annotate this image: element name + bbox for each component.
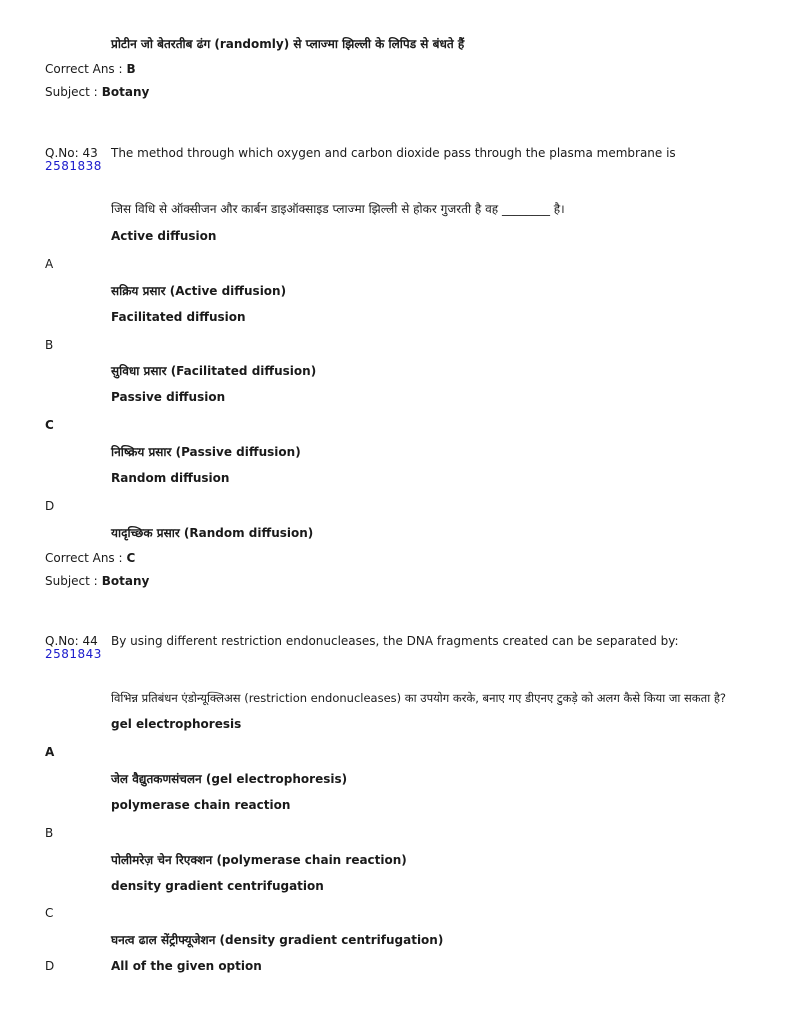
subject (45, 573, 149, 589)
option-d-en: All of the given option (111, 959, 262, 973)
option-a-hi: जेल वैद्युतकणसंचलन (gel electrophoresis) (111, 772, 348, 786)
option-c-hi: निष्क्रिय प्रसार (Passive diffusion) (111, 445, 301, 459)
subject-label: Subject : (45, 574, 98, 588)
option-d-letter: D (45, 959, 55, 973)
option-b-hi: सुविधा प्रसार (Facilitated diffusion) (111, 364, 317, 378)
correct-answer-label: Correct Ans : (45, 62, 123, 76)
correct-answer-label: Correct Ans : (45, 551, 123, 565)
prev-correct-answer (45, 61, 136, 77)
question-number-label: Q.No: (45, 634, 79, 648)
option-a-en: gel electrophoresis (111, 717, 242, 731)
option-c-en: density gradient centrifugation (111, 879, 324, 893)
option-a-en: Active diffusion (111, 229, 217, 243)
subject-value: Botany (101, 85, 150, 99)
option-d-en: Random diffusion (111, 471, 230, 485)
question-text-en: By using different restriction endonucleases, the DNA fragments created can be separated by: (111, 634, 679, 648)
option-b-letter: B (45, 338, 54, 352)
prev-question-hindi-text: प्रोटीन जो बेतरतीब ढंग (randomly) से प्लाज्मा झिल्ली के लिपिड से बंधते हैं (111, 37, 465, 51)
option-c-letter: C (45, 418, 54, 432)
subject-label: Subject : (45, 85, 98, 99)
question-id: 2581843 (45, 647, 102, 661)
option-a-letter: A (45, 745, 55, 759)
question-number-value: 44 (82, 634, 98, 648)
option-c-hi: घनत्व ढाल सेंट्रीफ्यूजेशन (density gradient centrifugation) (111, 933, 444, 947)
question-number-label: Q.No: (45, 146, 79, 160)
option-c-letter: C (45, 906, 54, 920)
correct-answer (45, 550, 135, 566)
option-d-hi: यादृच्छिक प्रसार (Random diffusion) (111, 526, 314, 540)
option-d-letter: D (45, 499, 55, 513)
option-b-letter: B (45, 826, 54, 840)
correct-answer-value: B (126, 62, 136, 76)
subject-value: Botany (101, 574, 150, 588)
option-a-hi: सक्रिय प्रसार (Active diffusion) (111, 284, 287, 298)
question-id: 2581838 (45, 159, 102, 173)
option-b-en: polymerase chain reaction (111, 798, 291, 812)
question-number-value: 43 (82, 146, 98, 160)
question-text-en: The method through which oxygen and carbon dioxide pass through the plasma membrane is (111, 146, 676, 160)
question-text-hi: विभिन्न प्रतिबंधन एंडोन्यूक्लिअस (restriction endonucleases) का उपयोग करके, बनाए गए डीएनए टुकड़े को अलग कैसे किया जा सकता है? (111, 691, 727, 705)
correct-answer-value: C (126, 551, 136, 565)
option-b-en: Facilitated diffusion (111, 310, 246, 324)
prev-subject (45, 84, 149, 100)
option-a-letter: A (45, 257, 54, 271)
question-text-hi: जिस विधि से ऑक्सीजन और कार्बन डाइऑक्साइड प्लाज्मा झिल्ली से होकर गुजरती है वह ________ है। (111, 202, 565, 216)
option-c-en: Passive diffusion (111, 390, 226, 404)
option-b-hi: पोलीमरेज़ चेन रिएक्शन (polymerase chain reaction) (111, 853, 407, 867)
